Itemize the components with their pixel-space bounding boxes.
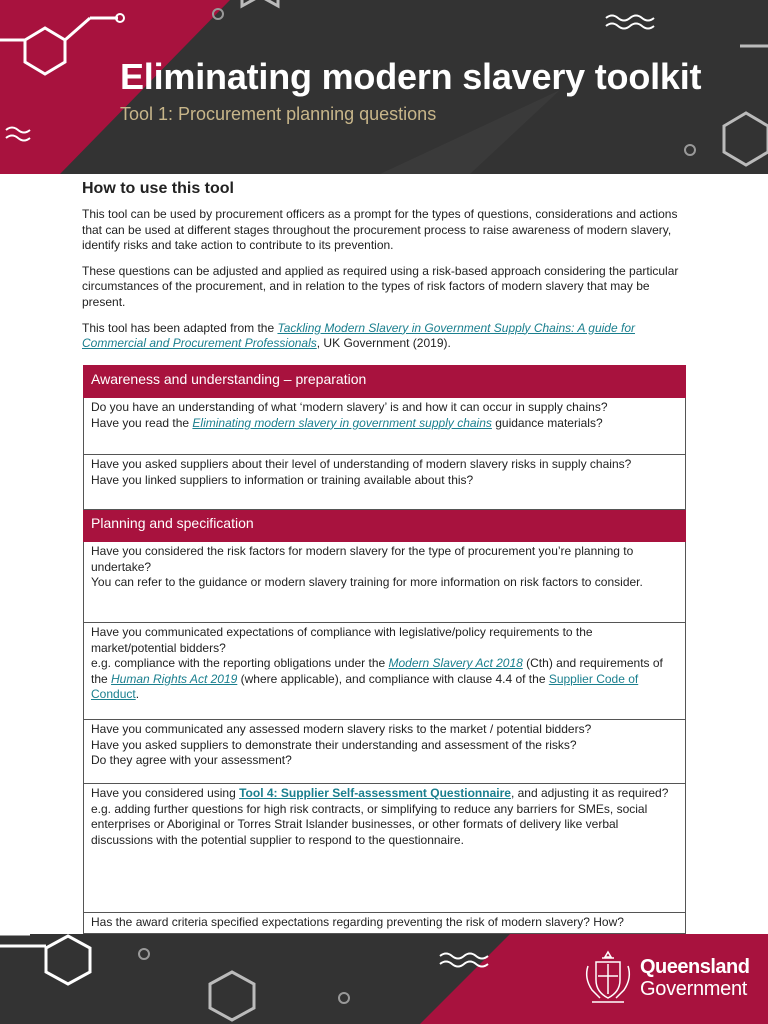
question-text: Do they agree with your assessment? <box>91 753 292 768</box>
intro-paragraph-1: This tool can be used by procurement officers as a prompt for the types of questions, considerations and actions that can be used at different stages throughout the procurement process to raise awareness of modern slavery, identify risks and take action to contribute to its prevention. <box>82 207 678 253</box>
question-text <box>91 416 678 432</box>
question-text: e.g. adding further questions for high risk contracts, or simplifying to reduce any barriers for SMEs, social enterprises or Aboriginal or Torres Strait Islander businesses, or other formats of delivery like verbal discussions with the potential supplier to respond to the questionnaire. <box>91 801 648 847</box>
question-cell <box>84 542 686 623</box>
intro-paragraph-2: These questions can be adjusted and applied as required using a risk-based approach considering the particular circumstances of the procurement, and in relation to the types of risk factors of modern slavery that may be present. <box>82 263 679 309</box>
table-row <box>84 455 686 510</box>
question-text: Have you asked suppliers to demonstrate their understanding and assessment of the risks? <box>91 737 577 752</box>
intro-section <box>82 180 686 362</box>
question-text: Has the award criteria specified expectations regarding preventing the risk of modern slavery? How? <box>91 915 624 929</box>
question-cell <box>84 913 686 934</box>
human-rights-act-link[interactable]: Human Rights Act 2019 <box>111 671 238 686</box>
question-cell <box>84 784 686 913</box>
question-text: Have you communicated expectations of compliance with legislative/policy requirements to the market/potential bidders? <box>91 625 593 655</box>
guidance-materials-link[interactable]: Eliminating modern slavery in government supply chains <box>192 415 492 430</box>
section-header-planning <box>84 510 686 542</box>
question-cell <box>84 398 686 455</box>
intro-p3-after: , UK Government (2019). <box>316 336 451 351</box>
footer-banner <box>0 934 768 1024</box>
intro-heading: How to use this tool <box>82 180 234 197</box>
question-text-part: . <box>135 687 140 702</box>
question-text-part: , and adjusting it as required? <box>510 786 669 800</box>
question-text-part: (where applicable), and compliance with clause 4.4 of the <box>237 671 549 686</box>
table-row <box>84 623 686 720</box>
question-text-part: e.g. compliance with the reporting obligations under the <box>91 656 389 671</box>
queensland-government-logo <box>582 948 752 1008</box>
question-text-part: Have you read the <box>91 415 193 430</box>
header-banner <box>0 0 768 174</box>
supplier-code-link[interactable]: Supplier Code of Conduct <box>91 671 639 702</box>
logo-text-queensland: Queensland <box>640 956 750 978</box>
coat-of-arms-icon <box>582 948 634 1006</box>
logo-text-government: Government <box>640 978 748 1000</box>
question-text-part: guidance materials? <box>491 415 603 430</box>
section-header-awareness <box>84 366 686 398</box>
question-text <box>91 786 678 802</box>
table-row <box>84 398 686 455</box>
question-text: Have you linked suppliers to information or training available about this? <box>91 472 474 487</box>
questions-table <box>83 365 686 934</box>
question-text-part: (Cth) and requirements of the <box>91 656 663 686</box>
uk-guide-link[interactable]: Tackling Modern Slavery in Government Supply Chains: A guide for Commercial and Procurement Professionals <box>82 320 635 351</box>
table-row <box>84 784 686 913</box>
document-subtitle: Tool 1: Procurement planning questions <box>120 104 437 124</box>
document-title: Eliminating modern slavery toolkit <box>120 56 702 97</box>
question-cell <box>84 455 686 510</box>
section-title-awareness: Awareness and understanding – preparation <box>84 366 686 398</box>
question-text: Have you considered the risk factors for modern slavery for the type of procurement you’re planning to undertake? <box>91 544 634 574</box>
table-row <box>84 542 686 623</box>
section-title-planning: Planning and specification <box>84 510 686 542</box>
question-cell <box>84 720 686 784</box>
intro-p3-before: This tool has been adapted from the <box>82 320 278 335</box>
question-text: Do you have an understanding of what ‘modern slavery’ is and how it can occur in supply chains? <box>91 400 608 414</box>
table-row <box>84 913 686 934</box>
question-cell <box>84 623 686 720</box>
question-text: You can refer to the guidance or modern slavery training for more information on risk factors to consider. <box>91 575 643 590</box>
question-text <box>91 656 678 703</box>
question-text-part: Have you considered using <box>91 786 240 800</box>
question-text: Have you asked suppliers about their level of understanding of modern slavery risks in supply chains? <box>91 457 632 471</box>
table-row <box>84 720 686 784</box>
intro-paragraph-3 <box>82 321 686 352</box>
tool-4-link[interactable]: Tool 4: Supplier Self-assessment Questionnaire <box>239 786 511 800</box>
question-text: Have you communicated any assessed modern slavery risks to the market / potential bidders? <box>91 722 592 736</box>
modern-slavery-act-link[interactable]: Modern Slavery Act 2018 <box>388 656 523 671</box>
